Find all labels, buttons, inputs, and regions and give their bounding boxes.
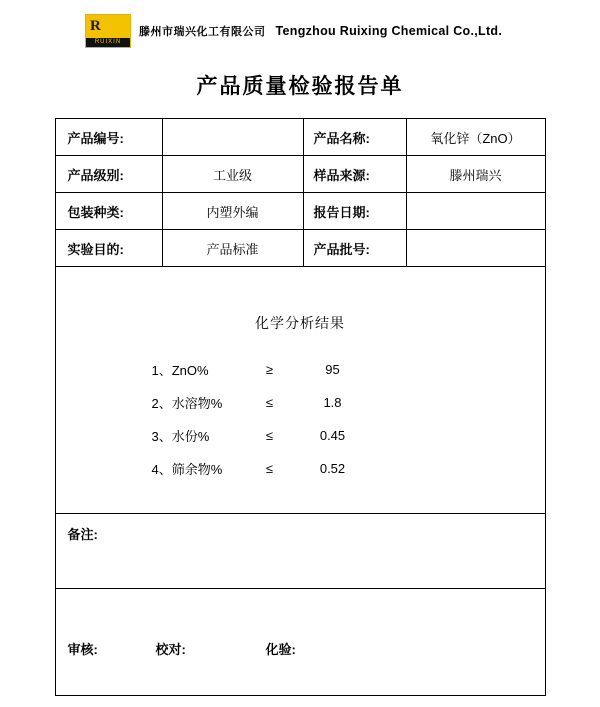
analysis-title: 化学分析结果: [255, 315, 345, 331]
table-row: [55, 193, 545, 230]
field-value-product-name: 氧化锌（ZnO）: [406, 119, 545, 156]
signature-section: [55, 589, 545, 696]
analysis-item-operator: ≤: [265, 395, 274, 410]
analysis-section: [55, 267, 545, 514]
logo-letter: R: [90, 18, 101, 34]
analysis-list: [56, 353, 545, 485]
field-value-product-grade: 工业级: [162, 156, 303, 193]
company-name-en: Tengzhou Ruixing Chemical Co.,Ltd.: [275, 24, 503, 38]
page-title: 产品质量检验报告单: [196, 75, 404, 98]
analysis-item-value: 95: [325, 362, 340, 377]
list-item: [152, 419, 545, 452]
analysis-item-value: 0.45: [319, 428, 346, 443]
document-header: [0, 0, 600, 44]
field-label-package-type: 包装种类:: [55, 193, 162, 230]
field-label-sample-source: 样品来源:: [303, 156, 406, 193]
list-item: [152, 452, 545, 485]
field-value-package-type: 内塑外编: [162, 193, 303, 230]
signature-test-label: 化验:: [265, 642, 296, 657]
table-row: [55, 119, 545, 156]
analysis-item-value: 0.52: [319, 461, 346, 476]
signature-check-label: 校对:: [155, 642, 186, 657]
list-item: [152, 353, 545, 386]
remark-row: [55, 514, 545, 589]
field-value-sample-source: 滕州瑞兴: [406, 156, 545, 193]
analysis-item-operator: ≤: [265, 428, 274, 443]
logo-wordmark: RUIXIN: [86, 38, 130, 47]
company-name-cn: 滕州市瑞兴化工有限公司: [139, 26, 266, 38]
field-value-test-purpose: 产品标准: [162, 230, 303, 267]
analysis-item-name: 3、水份%: [151, 429, 210, 444]
field-value-report-date: [406, 193, 545, 230]
signature-line: [56, 639, 545, 658]
signature-audit-label: 审核:: [67, 642, 98, 657]
analysis-row: [55, 267, 545, 514]
analysis-item-name: 4、筛余物%: [151, 462, 223, 477]
field-label-report-date: 报告日期:: [303, 193, 406, 230]
analysis-item-name: 1、ZnO%: [151, 363, 209, 378]
list-item: [152, 386, 545, 419]
field-label-product-name: 产品名称:: [303, 119, 406, 156]
signature-row: [55, 589, 545, 696]
field-label-batch-number: 产品批号:: [303, 230, 406, 267]
field-label-product-code: 产品编号:: [55, 119, 162, 156]
table-row: [55, 156, 545, 193]
field-label-test-purpose: 实验目的:: [55, 230, 162, 267]
analysis-item-name: 2、水溶物%: [151, 396, 223, 411]
remark-label: 备注:: [55, 514, 545, 589]
company-logo: [85, 14, 131, 48]
analysis-item-operator: ≤: [265, 461, 274, 476]
field-label-product-grade: 产品级别:: [55, 156, 162, 193]
report-table: [55, 118, 546, 696]
analysis-item-operator: ≥: [265, 362, 274, 377]
field-value-batch-number: [406, 230, 545, 267]
field-value-product-code: [162, 119, 303, 156]
analysis-item-value: 1.8: [323, 395, 342, 410]
table-row: [55, 230, 545, 267]
